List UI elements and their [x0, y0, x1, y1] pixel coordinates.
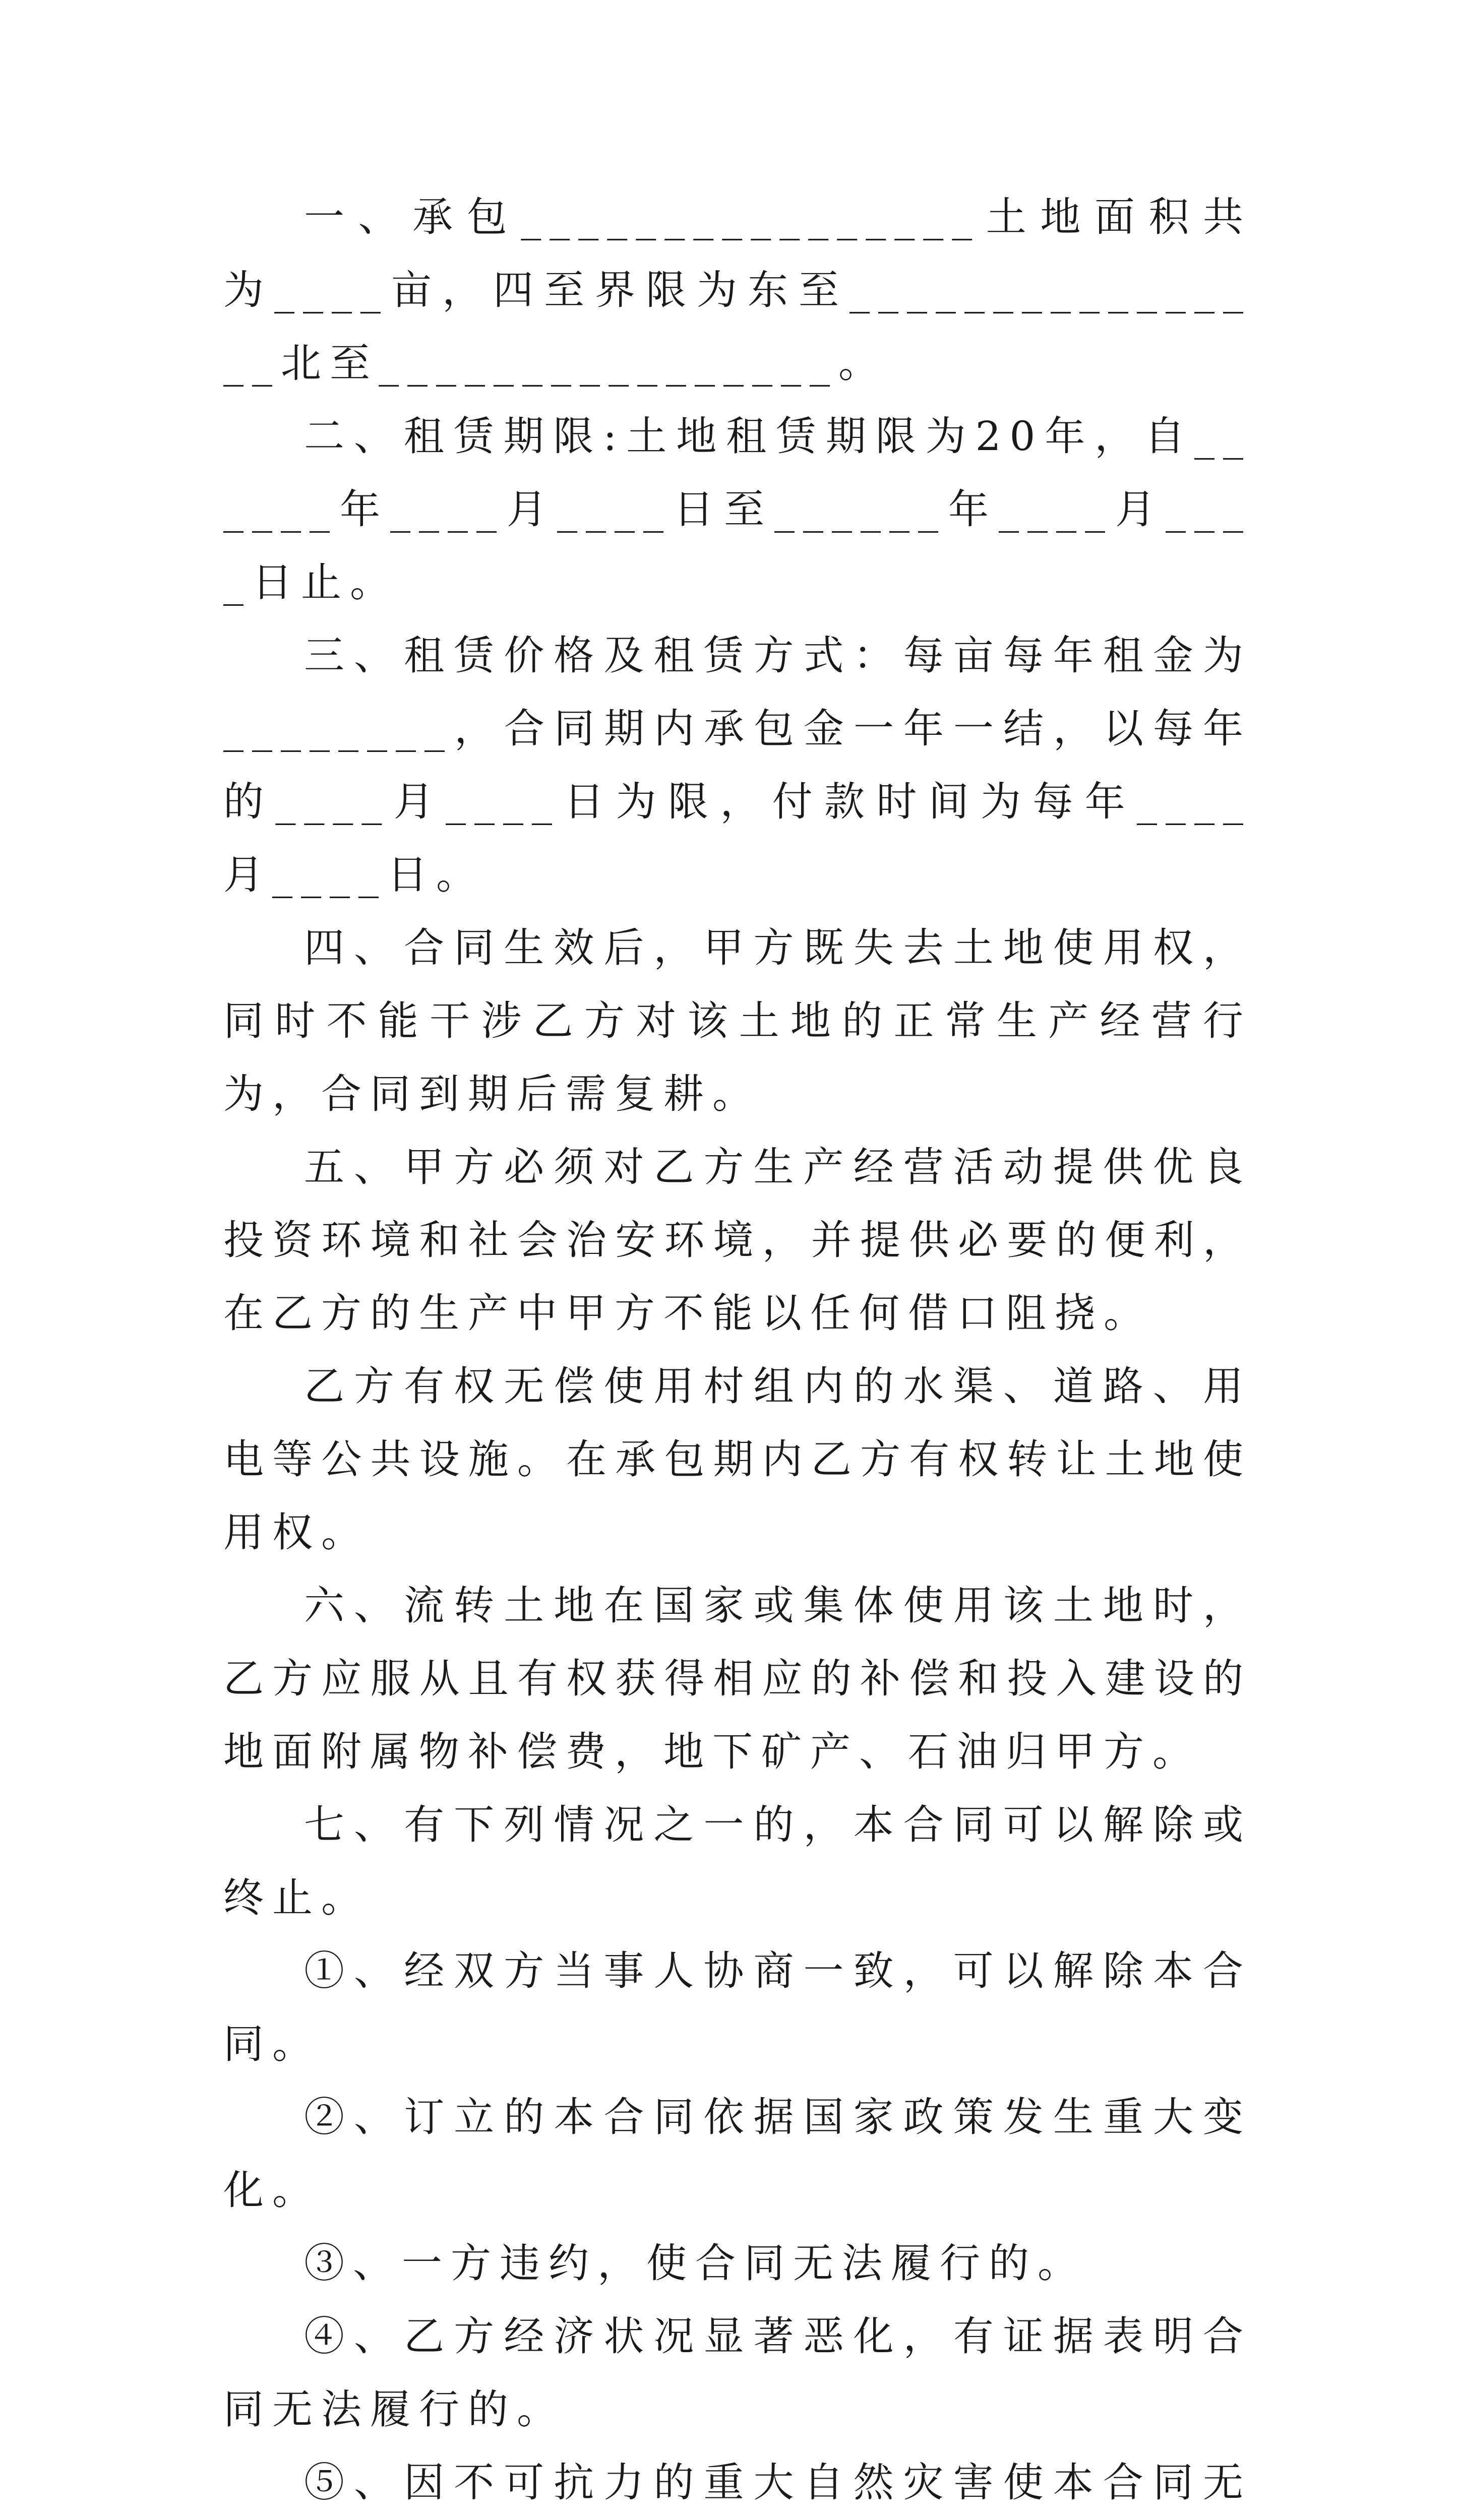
- clause-6-compensation: 六、流转土地在国家或集体使用该土地时，乙方应服从且有权获得相应的补偿和投入建设的地面附属物补偿费，地下矿产、石油归甲方。: [223, 1582, 1252, 1775]
- clause-4-effect: 四、合同生效后，甲方既失去土地使用权，同时不能干涉乙方对该土地的正常生产经营行为，合同到期后需复耕。: [223, 924, 1252, 1117]
- clause-3-rent-payment: 三、租赁价格及租赁方式：每亩每年租金为________，合同期内承包金一年一结，以每年的____月____日为限，付款时间为每年____月____日。: [223, 632, 1252, 898]
- contract-body: [223, 180, 1252, 2520]
- clause-2-lease-term: 二、租赁期限:土地租赁期限为20年，自______年____月____日至______年____月____日止。: [223, 413, 1252, 606]
- termination-item-1: ①、经双方当事人协商一致，可以解除本合同。: [223, 1947, 1252, 2067]
- clause-7-termination: 七、有下列情况之一的，本合同可以解除或终止。: [223, 1801, 1252, 1921]
- clause-5-rights: 乙方有权无偿使用村组内的水渠、道路、用电等公共设施。在承包期内乙方有权转让土地使用权。: [223, 1363, 1252, 1556]
- termination-item-2: ②、订立的本合同依据国家政策发生重大变化。: [223, 2094, 1252, 2214]
- clause-1-land-area: 一、承包________________土地面积共为____亩，四至界限为东至________________北至________________。: [223, 194, 1252, 387]
- termination-item-5: ⑤、因不可抗力的重大自然灾害使本合同无: [304, 2459, 1252, 2506]
- clause-5-obligations: 五、甲方必须对乙方生产经营活动提供优良投资环境和社会治安环境，并提供必要的便利，在乙方的生产中甲方不能以任何借口阻挠。: [223, 1144, 1252, 1337]
- termination-item-4: ④、乙方经济状况显著恶化，有证据表明合同无法履行的。: [223, 2313, 1252, 2433]
- termination-item-3: ③、一方违约，使合同无法履行的。: [304, 2240, 1086, 2287]
